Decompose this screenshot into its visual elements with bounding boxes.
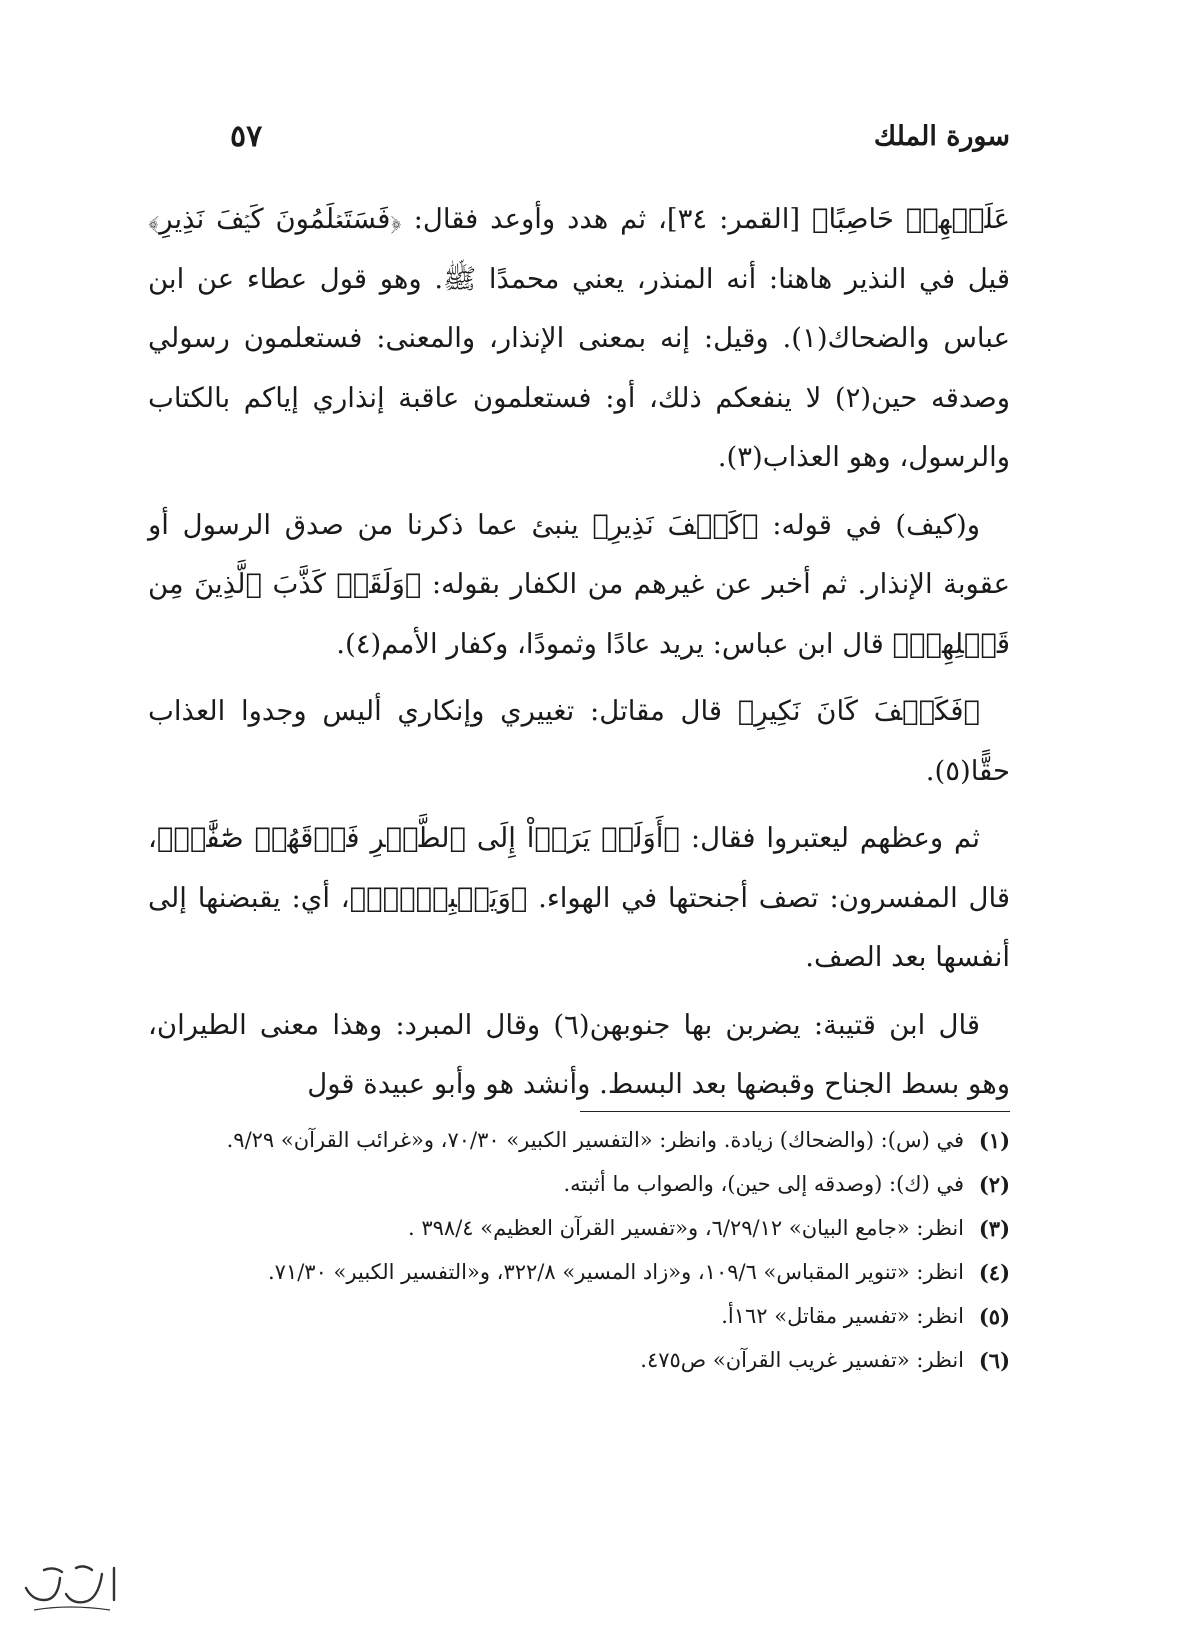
paragraph: عَلَيۡهِمۡ حَاصِبًا﴾ [القمر: ٣٤]، ثم هدد وأوعد فقال: ﴿فَسَتَعۡلَمُونَ كَيۡفَ نَذِيرِ﴾ قيل في النذير هاهنا: أنه المنذر، يعني محمدًا ﷺ. وهو قول عطاء عن ابن عباس والضحاك(١). وقيل: إنه بمعنى الإنذار، والمعنى: فستعلمون رسولي وصدقه حين(٢) لا ينفعكم ذلك، أو: فستعلمون عاقبة إنذاري إياكم بالكتاب والرسول، وهو العذاب(٣). <box>148 203 1011 473</box>
footnote-text: في (س): (والضحاك) زيادة. وانظر: «التفسير الكبير» ٧٠/٣٠، و«غرائب القرآن» ٩/٢٩. <box>226 1128 964 1152</box>
footnote-separator <box>580 1111 1010 1112</box>
footnote-text: في (ك): (وصدقه إلى حين)، والصواب ما أثبته. <box>563 1172 964 1196</box>
page-number: ٥٧ <box>230 118 263 154</box>
footnote-text: انظر: «تفسير غريب القرآن» ص٤٧٥. <box>640 1348 964 1372</box>
footnote <box>148 1254 1010 1291</box>
page-header <box>230 116 1010 156</box>
paragraph: قال ابن قتيبة: يضربن بها جنوبهن(٦) وقال المبرد: وهذا معنى الطيران، وهو بسط الجناح وقبضها بعد البسط. وأنشد هو وأبو عبيدة قول <box>148 1008 1010 1100</box>
library-logo <box>14 1560 124 1624</box>
main-text <box>148 190 1010 1123</box>
footnote-number: (٢) <box>978 1172 1010 1197</box>
paragraph: و(كيف) في قوله: ﴿كَيۡفَ نَذِيرِ﴾ ينبئ عما ذكرنا من صدق الرسول أو عقوبة الإنذار. ثم أخبر عن غيرهم من الكفار بقوله: ﴿وَلَقَدۡ كَذَّبَ ٱلَّذِينَ مِن قَبۡلِهِمۡ﴾ قال ابن عباس: يريد عادًا وثمودًا، وكفار الأمم(٤). <box>148 508 1010 660</box>
paragraph: ﴿فَكَيۡفَ كَانَ نَكِيرِ﴾ قال مقاتل: تغييري وإنكاري أليس وجدوا العذاب حقًّا(٥). <box>148 695 1010 787</box>
footnote <box>148 1342 1010 1379</box>
footnote-number: (٦) <box>978 1348 1010 1373</box>
footnote-text: انظر: «جامع البيان» ٦/٢٩/١٢، و«تفسير القرآن العظيم» ٣٩٨/٤ . <box>408 1216 964 1240</box>
footnote-number: (١) <box>978 1128 1010 1153</box>
footnote-number: (٣) <box>978 1216 1010 1241</box>
paragraph: ثم وعظهم ليعتبروا فقال: ﴿أَوَلَمۡ يَرَوۡاْ إِلَى ٱلطَّيۡرِ فَوۡقَهُمۡ صَٰٓفَّٰتٖ﴾، قال المفسرون: تصف أجنحتها في الهواء. ﴿وَيَقۡبِضۡنَۚ﴾، أي: يقبضنها إلى أنفسها بعد الصف. <box>148 822 1010 973</box>
footnotes <box>148 1122 1010 1386</box>
footnote <box>148 1298 1010 1335</box>
logo-underline <box>34 1607 110 1610</box>
logo-calligraphy <box>26 1566 114 1602</box>
footnote-number: (٥) <box>978 1304 1010 1329</box>
footnote <box>148 1210 1010 1247</box>
footnote-number: (٤) <box>978 1260 1010 1285</box>
surah-title: سورة الملك <box>873 120 1010 152</box>
footnote-text: انظر: «تنوير المقباس» ١٠٩/٦، و«زاد المسير» ٣٢٢/٨، و«التفسير الكبير» ٧١/٣٠. <box>267 1260 964 1284</box>
footnote <box>148 1122 1010 1159</box>
footnote-text: انظر: «تفسير مقاتل» ١٦٢أ. <box>721 1304 964 1328</box>
footnote <box>148 1166 1010 1203</box>
